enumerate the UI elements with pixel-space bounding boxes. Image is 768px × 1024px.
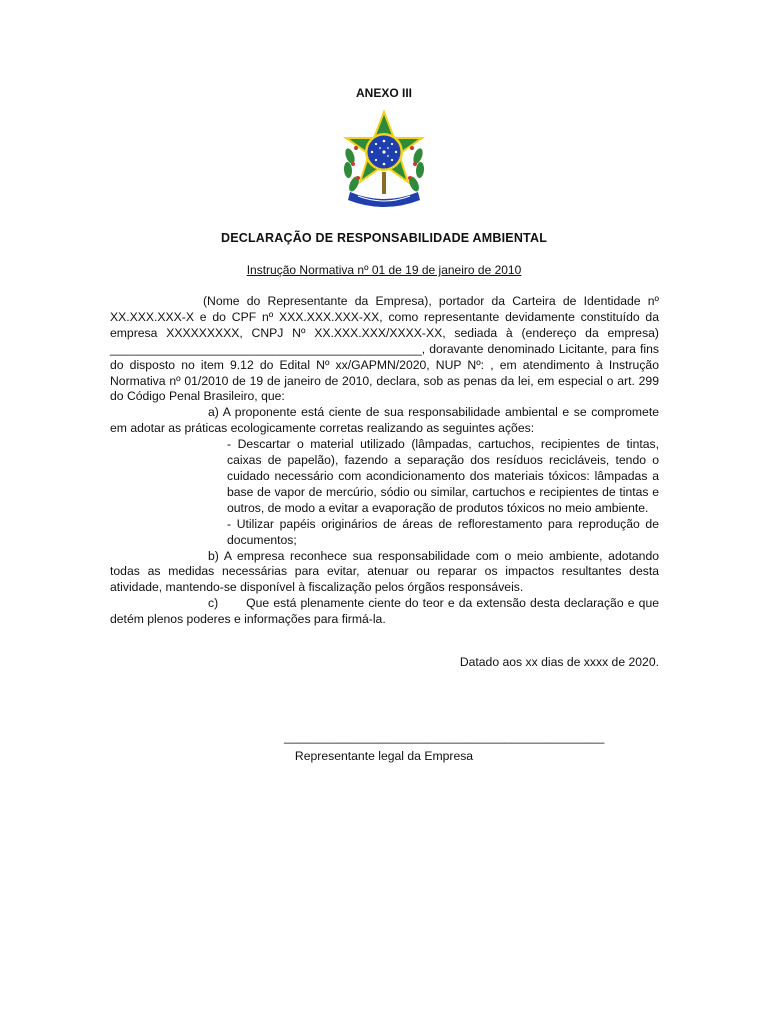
instruction-reference xyxy=(0,263,768,277)
item-a-action-2: - Utilizar papéis originários de áreas de reflorestamento para reprodução de documentos; xyxy=(227,516,659,547)
coat-of-arms-icon xyxy=(336,108,432,212)
declaration-title: DECLARAÇÃO DE RESPONSABILIDADE AMBIENTAL xyxy=(220,231,548,245)
item-c-text: Que está plenamente ciente do teor e da extensão desta declaração e que detém plenos poderes e informações para firmá-la. xyxy=(110,596,659,627)
instruction-reference-text: Instrução Normativa nº 01 de 19 de janeiro de 2010 xyxy=(246,263,522,277)
item-b: b) A empresa reconhece sua responsabilidade com o meio ambiente, adotando todas as medidas necessárias para evitar, atenuar ou reparar os impactos resultantes desta atividade, mantendo-se disponível à fiscalização pelos órgãos responsáveis. xyxy=(110,548,659,595)
signature-label: Representante legal da Empresa xyxy=(294,749,474,763)
dated-line: Datado aos xx dias de xxxx de 2020. xyxy=(459,655,659,669)
item-c xyxy=(110,596,659,628)
item-c-marker: c) xyxy=(208,596,219,611)
intro-paragraph: (Nome do Representante da Empresa), portador da Carteira de Identidade nº XX.XXX.XXX-X e do CPF nº XXX.XXX.XXX-XX, como representante devidamente constituído da empresa XXXXXXXXX, CNPJ Nº XX.XXX.XXX/XXXX-XX, sediada à (endereço da empresa) ______________________________________________, doravante denominado Licitante, para fins do disposto no item 9.12 do Edital Nº xx/GAPMN/2020, NUP Nº: , em atendimento à Instrução Normativa nº 01/2010 de 19 de janeiro de 2010, declara, sob as penas da lei, em especial o art. 299 do Código Penal Brasileiro, que: xyxy=(110,294,659,404)
signature-line: ________________________________________________ xyxy=(284,730,605,744)
annex-title: ANEXO III xyxy=(355,86,412,100)
item-a-action-1: - Descartar o material utilizado (lâmpadas, cartuchos, recipientes de tintas, caixas de papelão), fazendo a separação dos resíduos recicláveis, tendo o cuidado necessário com acondicionamento dos materiais tóxicos: lâmpadas a base de vapor de mercúrio, sódio ou similar, cartuchos e recipientes de tintas e outros, de modo a evitar a evaporação de produtos tóxicos no meio ambiente. xyxy=(227,437,659,515)
item-a: a) A proponente está ciente de sua responsabilidade ambiental e se compromete em adotar as práticas ecologicamente corretas realizando as seguintes ações: xyxy=(110,405,659,436)
emblem-sword xyxy=(382,172,386,194)
declaration-body xyxy=(110,294,659,628)
emblem-ribbon xyxy=(348,192,420,207)
